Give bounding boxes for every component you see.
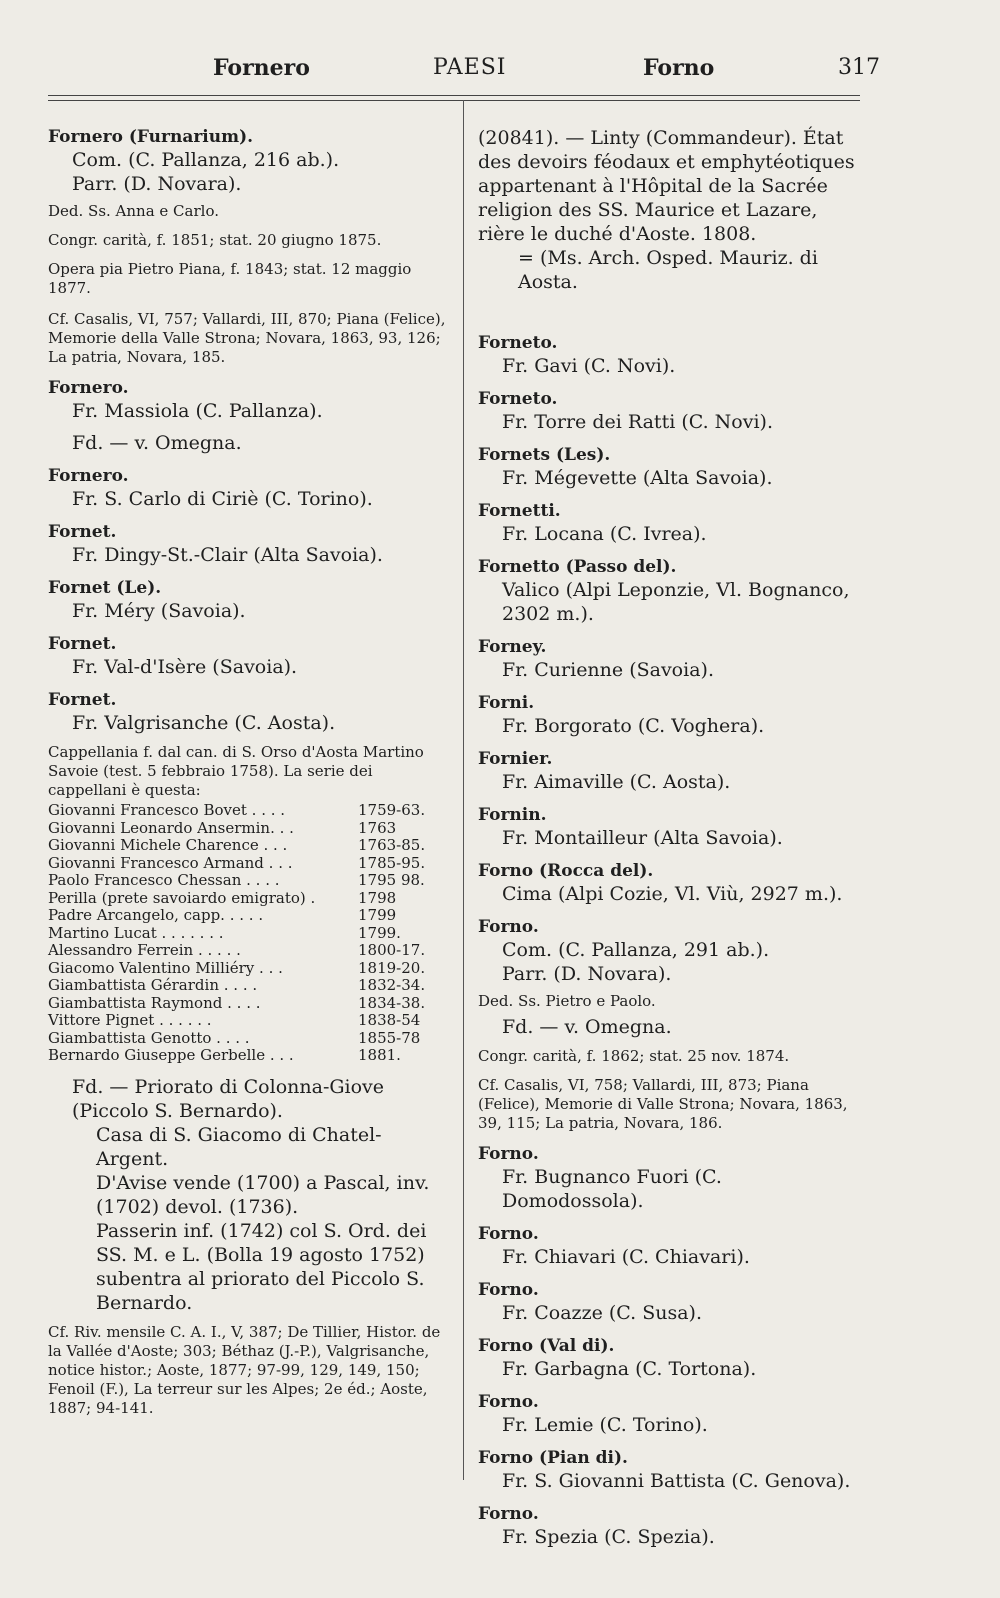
entry-fornet-mery: [48, 577, 453, 623]
entry-heading: Forno.: [478, 1224, 539, 1244]
continued-text: (20841). — Linty (Commandeur). État des devoirs féodaux et emphytéotiques appartenant à l'Hôpital de la Sacrée religion des SS. Maurice et Lazare, rière le duché d'Aoste. 1808.: [478, 127, 855, 245]
chaplain-row: [48, 942, 425, 960]
chaplain-name: Giambattista Raymond . . . .: [48, 993, 261, 1012]
column-divider: [463, 100, 464, 1480]
entry-fornier: [478, 748, 868, 794]
entry-heading: Forneto.: [478, 389, 558, 409]
entry-line: Fr. Spezia (C. Spezia).: [502, 1526, 715, 1548]
entry-heading: Forno.: [478, 917, 539, 937]
continued-text: = (Ms. Arch. Osped. Mauriz. di Aosta.: [518, 247, 818, 293]
chaplain-years: 1798: [358, 888, 397, 907]
entry-line: Fr. Montailleur (Alta Savoia).: [502, 827, 783, 849]
entry-fornero-massiola: [48, 377, 453, 455]
entry-line: Fr. Val-d'Isère (Savoia).: [72, 656, 298, 678]
entry-heading: Forno.: [478, 1504, 539, 1524]
entry-heading: Forney.: [478, 637, 547, 657]
entry-line: Cima (Alpi Cozie, Vl. Viù, 2927 m.).: [502, 883, 843, 905]
entry-heading: Forni.: [478, 693, 535, 713]
entry-line: Fr. Garbagna (C. Tortona).: [502, 1358, 757, 1380]
chaplain-name: Martino Lucat . . . . . . .: [48, 923, 224, 942]
entry-fornin: [478, 804, 868, 850]
chaplain-row: [48, 802, 425, 820]
entry-heading: Fornero.: [48, 378, 129, 398]
page-number: 317: [838, 55, 880, 80]
chaplain-years: 1834-38.: [358, 993, 426, 1012]
entry-fornets: [478, 444, 868, 490]
entry-citation: Cf. Casalis, VI, 758; Vallardi, III, 873; Piana (Felice), Memorie di Valle Strona; Novara, 1863, 39, 115; La patria, Novara, 186.: [478, 1076, 848, 1132]
entry-fornet-dingy: [48, 521, 453, 567]
foundation-line: Passerin inf. (1742) col S. Ord. dei SS. M. e L. (Bolla 19 agosto 1752) subentra al priorato del Piccolo S. Bernardo.: [96, 1219, 427, 1314]
entry-forni: [478, 692, 868, 738]
entry-line: Fr. S. Carlo di Ciriè (C. Torino).: [72, 488, 373, 510]
entry-heading: Fornet (Le).: [48, 578, 162, 598]
entry-line: Fr. Chiavari (C. Chiavari).: [502, 1246, 750, 1268]
chaplain-name: Perilla (prete savoiardo emigrato) .: [48, 888, 316, 907]
entry-heading: Fornero.: [48, 466, 129, 486]
header-section: PAESI: [433, 55, 507, 80]
foundation-line: Casa di S. Giacomo di Chatel-Argent.: [96, 1123, 382, 1170]
entry-heading: Forno.: [478, 1280, 539, 1300]
entry-line: Com. (C. Pallanza, 291 ab.).: [502, 939, 770, 961]
entry-heading: Forno.: [478, 1392, 539, 1412]
entry-line: Fr. Borgorato (C. Voghera).: [502, 715, 765, 737]
entry-line: Parr. (D. Novara).: [502, 963, 672, 985]
chaplain-years: 1881.: [358, 1046, 401, 1064]
entry-forno-rocca: [478, 860, 868, 906]
entry-note: Ded. Ss. Anna e Carlo.: [48, 202, 219, 220]
chaplain-years: 1799.: [358, 923, 401, 942]
entry-line: Fr. Lemie (C. Torino).: [502, 1414, 708, 1436]
chaplain-name: Alessandro Ferrein . . . . .: [48, 941, 241, 959]
chaplains-table: [48, 802, 425, 1065]
entry-line: Fd. — v. Omegna.: [502, 1016, 672, 1038]
entry-citation: Cf. Riv. mensile C. A. I., V, 387; De Tillier, Histor. de la Vallée d'Aoste; 303; Béthaz (J.-P.), Valgrisanche, notice histor.; Aoste, 1877; 97-99, 129, 149, 150; Fenoil (F.), La terreur sur les Alpes; 2e éd.; Aoste, 1887; 94-141.: [48, 1322, 441, 1417]
running-header: [48, 55, 880, 95]
chaplain-row: [48, 925, 425, 943]
entry-heading: Forno (Rocca del).: [478, 861, 654, 881]
chaplain-row: [48, 1030, 425, 1048]
chaplain-years: 1855-78: [358, 1028, 421, 1047]
entry-heading: Fornetti.: [478, 501, 561, 521]
entry-heading: Fornero (Furnarium).: [48, 127, 254, 147]
entry-forneto-torre: [478, 388, 868, 434]
chaplain-years: 1763-85.: [358, 836, 426, 854]
entry-note: Congr. carità, f. 1862; stat. 25 nov. 1874.: [478, 1047, 790, 1065]
entry-forno-pian: [478, 1447, 868, 1493]
chaplain-years: 1785-95.: [358, 853, 426, 872]
entry-line: Fr. Valgrisanche (C. Aosta).: [72, 712, 336, 734]
entry-heading: Fornier.: [478, 749, 553, 769]
chaplain-row: [48, 855, 425, 873]
entry-forno-val: [478, 1335, 868, 1381]
entry-forno-coazze: [478, 1279, 868, 1325]
chaplain-name: Giovanni Francesco Bovet . . . .: [48, 801, 286, 819]
chaplain-years: 1832-34.: [358, 976, 426, 994]
chaplain-years: 1795 98.: [358, 871, 425, 889]
entry-line: Valico (Alpi Leponzie, Vl. Bognanco, 2302 m.).: [502, 579, 850, 625]
entry-heading: Forno.: [478, 1144, 539, 1164]
entry-line: Fr. Aimaville (C. Aosta).: [502, 771, 731, 793]
entry-line: Fr. Locana (C. Ivrea).: [502, 523, 707, 545]
entry-line: Fr. Mégevette (Alta Savoia).: [502, 467, 773, 489]
chaplain-name: Giambattista Genotto . . . .: [48, 1028, 250, 1047]
entry-fornet-val-disere: [48, 633, 453, 679]
entry-note: Ded. Ss. Pietro e Paolo.: [478, 992, 656, 1010]
entry-line: Fd. — v. Omegna.: [72, 432, 242, 454]
entry-forno-chiavari: [478, 1223, 868, 1269]
entry-heading: Fornet.: [48, 690, 117, 710]
entry-line: Fr. Méry (Savoia).: [72, 600, 246, 622]
chaplain-name: Bernardo Giuseppe Gerbelle . . .: [48, 1046, 294, 1064]
entry-line: Fr. Gavi (C. Novi).: [502, 355, 676, 377]
chaplain-years: 1819-20.: [358, 958, 426, 977]
entry-heading: Fornet.: [48, 522, 117, 542]
entry-forno-lemie: [478, 1391, 868, 1437]
chaplain-row: [48, 837, 425, 855]
chaplain-years: 1759-63.: [358, 801, 426, 819]
chaplain-years: 1763: [358, 818, 397, 837]
chaplain-name: Giacomo Valentino Milliéry . . .: [48, 958, 283, 977]
entry-forno-bugnanco: [478, 1143, 868, 1213]
entry-forneto-gavi: [478, 332, 868, 378]
entry-heading: Fornet.: [48, 634, 117, 654]
chaplain-years: 1800-17.: [358, 941, 426, 959]
chaplain-name: Giovanni Leonardo Ansermin. . .: [48, 818, 294, 837]
header-rule: [48, 95, 860, 96]
entry-forno-spezia: [478, 1503, 868, 1549]
entry-forney: [478, 636, 868, 682]
entry-heading: Forno (Pian di).: [478, 1448, 628, 1468]
chaplain-row: [48, 890, 425, 908]
entry-continuation: [478, 126, 868, 294]
chaplain-years: 1799: [358, 906, 397, 924]
entry-heading: Fornin.: [478, 805, 547, 825]
chaplain-name: Giovanni Michele Charence . . .: [48, 836, 288, 854]
chaplain-row: [48, 977, 425, 995]
entry-fornetto: [478, 556, 868, 626]
chaplain-row: [48, 1047, 425, 1065]
foundation-line: Fd. — Priorato di Colonna-Giove (Piccolo S. Bernardo).: [72, 1075, 385, 1122]
chaplain-name: Giambattista Gérardin . . . .: [48, 976, 258, 994]
chaplain-row: [48, 907, 425, 925]
entry-note: Congr. carità, f. 1851; stat. 20 giugno 1875.: [48, 231, 382, 249]
entry-line: Fr. Dingy-St.-Clair (Alta Savoia).: [72, 544, 383, 566]
chaplain-name: Vittore Pignet . . . . . .: [48, 1011, 212, 1029]
left-column: [48, 126, 453, 1428]
entry-line: Parr. (D. Novara).: [72, 173, 242, 195]
entry-line: Fr. S. Giovanni Battista (C. Genova).: [502, 1470, 851, 1492]
entry-heading: Fornets (Les).: [478, 445, 611, 465]
entry-heading: Fornetto (Passo del).: [478, 557, 677, 577]
entry-fornet-valgrisanche: [48, 689, 453, 1418]
entry-fornero-ciriè: [48, 465, 453, 511]
entry-citation: Cf. Casalis, VI, 757; Vallardi, III, 870; Piana (Felice), Memorie della Valle Strona; Novara, 1863, 93, 126; La patria, Novara, 185.: [48, 310, 446, 366]
chaplain-row: [48, 995, 425, 1013]
header-rule-second: [48, 100, 860, 101]
entry-fornero-comune: [48, 126, 453, 367]
entry-line: Fr. Curienne (Savoia).: [502, 659, 714, 681]
entry-line: Fr. Torre dei Ratti (C. Novi).: [502, 411, 774, 433]
entry-line: Fr. Bugnanco Fuori (C. Domodossola).: [502, 1166, 722, 1212]
chaplaincy-note: Cappellania f. dal can. di S. Orso d'Aosta Martino Savoie (test. 5 febbraio 1758). La serie dei cappellani è questa:: [48, 743, 424, 799]
chaplain-years: 1838-54: [358, 1011, 421, 1029]
chaplain-name: Padre Arcangelo, capp. . . . .: [48, 906, 264, 924]
entry-heading: Forneto.: [478, 333, 558, 353]
entry-line: Fr. Coazze (C. Susa).: [502, 1302, 703, 1324]
entry-forno-comune: [478, 916, 868, 1133]
chaplain-name: Paolo Francesco Chessan . . . .: [48, 871, 280, 889]
chaplain-name: Giovanni Francesco Armand . . .: [48, 853, 293, 872]
entry-note: Opera pia Pietro Piana, f. 1843; stat. 12 maggio 1877.: [48, 260, 412, 297]
header-right-word: Forno: [643, 55, 715, 81]
chaplain-row: [48, 872, 425, 890]
foundation-line: D'Avise vende (1700) a Pascal, inv. (1702) devol. (1736).: [96, 1171, 430, 1218]
header-left-word: Fornero: [213, 55, 310, 81]
entry-line: Fr. Massiola (C. Pallanza).: [72, 400, 323, 422]
entry-fornetti: [478, 500, 868, 546]
entry-heading: Forno (Val di).: [478, 1336, 615, 1356]
right-column: [478, 126, 868, 1559]
entry-line: Com. (C. Pallanza, 216 ab.).: [72, 149, 340, 171]
chaplain-row: [48, 820, 425, 838]
chaplain-row: [48, 1012, 425, 1030]
chaplain-row: [48, 960, 425, 978]
